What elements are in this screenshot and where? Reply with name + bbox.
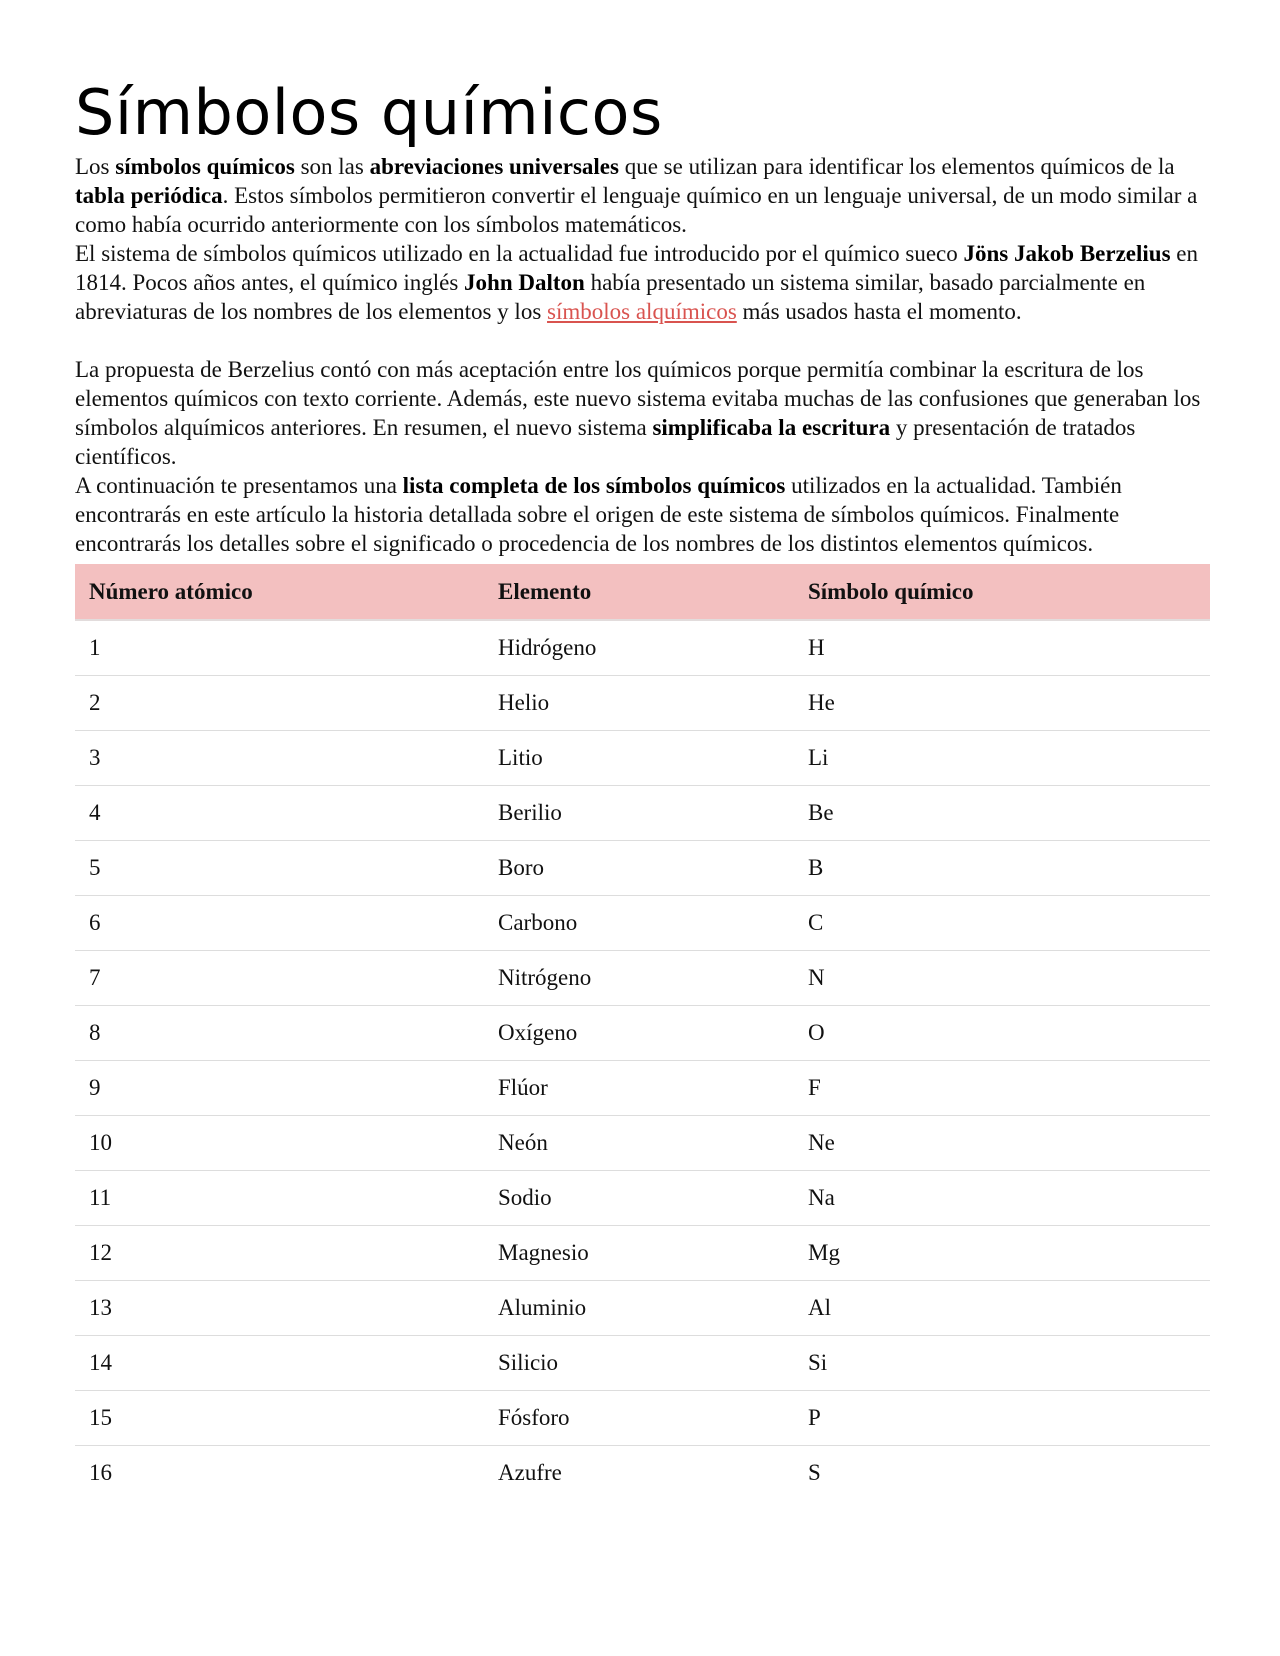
cell-element: Aluminio bbox=[484, 1281, 794, 1336]
table-row bbox=[75, 786, 1210, 841]
cell-atomic-number: 10 bbox=[75, 1116, 484, 1171]
chemical-symbols-table bbox=[75, 564, 1210, 1500]
table-row bbox=[75, 1226, 1210, 1281]
cell-element: Helio bbox=[484, 676, 794, 731]
table-row bbox=[75, 731, 1210, 786]
table-row bbox=[75, 620, 1210, 676]
cell-element: Silicio bbox=[484, 1336, 794, 1391]
bold-term: lista completa de los símbolos químicos bbox=[402, 473, 786, 498]
cell-element: Fósforo bbox=[484, 1391, 794, 1446]
cell-element: Carbono bbox=[484, 896, 794, 951]
cell-atomic-number: 5 bbox=[75, 841, 484, 896]
cell-atomic-number: 3 bbox=[75, 731, 484, 786]
cell-element: Berilio bbox=[484, 786, 794, 841]
table-row bbox=[75, 951, 1210, 1006]
cell-element: Magnesio bbox=[484, 1226, 794, 1281]
cell-element: Hidrógeno bbox=[484, 620, 794, 676]
intro-paragraph: Los símbolos químicos son las abreviaciones universales que se utilizan para identificar los elementos químicos de la tabla periódica. Estos símbolos permitieron convertir el lenguaje químico en un lenguaje universal, de un modo similar a como había ocurrido anteriormente con los símbolos matemáticos. bbox=[75, 154, 1198, 237]
table-row bbox=[75, 1336, 1210, 1391]
cell-symbol: B bbox=[794, 841, 1210, 896]
alchemical-symbols-link[interactable]: símbolos alquímicos bbox=[547, 299, 737, 324]
table-row bbox=[75, 841, 1210, 896]
table-row bbox=[75, 676, 1210, 731]
cell-atomic-number: 1 bbox=[75, 620, 484, 676]
page-title: Símbolos químicos bbox=[75, 76, 663, 149]
cell-atomic-number: 7 bbox=[75, 951, 484, 1006]
cell-symbol: S bbox=[808, 1460, 821, 1485]
bold-term: símbolos químicos bbox=[115, 154, 295, 179]
table-header-row bbox=[75, 564, 1210, 620]
table-row bbox=[75, 1171, 1210, 1226]
cell-symbol: Si bbox=[794, 1336, 1210, 1391]
table-row bbox=[75, 1281, 1210, 1336]
cell-atomic-number: 16 bbox=[89, 1460, 112, 1485]
table-row bbox=[75, 1061, 1210, 1116]
cell-atomic-number: 13 bbox=[75, 1281, 484, 1336]
header-symbol: Símbolo químico bbox=[794, 564, 1210, 620]
cell-atomic-number: 6 bbox=[75, 896, 484, 951]
cell-element: Nitrógeno bbox=[484, 951, 794, 1006]
cell-symbol: F bbox=[794, 1061, 1210, 1116]
cell-symbol: N bbox=[794, 951, 1210, 1006]
cell-atomic-number: 15 bbox=[75, 1391, 484, 1446]
cell-element: Sodio bbox=[484, 1171, 794, 1226]
cell-element: Boro bbox=[484, 841, 794, 896]
document-page bbox=[75, 70, 1210, 1500]
cell-symbol: Ne bbox=[794, 1116, 1210, 1171]
bold-term: John Dalton bbox=[464, 270, 585, 295]
cell-atomic-number: 11 bbox=[75, 1171, 484, 1226]
table-row bbox=[75, 1446, 1210, 1501]
proposal-paragraph: La propuesta de Berzelius contó con más aceptación entre los químicos porque permitía combinar la escritura de los elementos químicos con texto corriente. Además, este nuevo sistema evitaba muchas de las confusiones que generaban los símbolos alquímicos anteriores. En resumen, el nuevo sistema simplificaba la escritura y presentación de tratados científicos. bbox=[75, 357, 1201, 469]
cell-atomic-number: 8 bbox=[75, 1006, 484, 1061]
cell-atomic-number: 12 bbox=[75, 1226, 484, 1281]
cell-symbol: H bbox=[794, 620, 1210, 676]
bold-term: simplificaba la escritura bbox=[652, 415, 891, 440]
bold-term: Jöns Jakob Berzelius bbox=[963, 241, 1171, 266]
cell-symbol: Na bbox=[794, 1171, 1210, 1226]
article-body bbox=[75, 152, 1210, 558]
cell-symbol: He bbox=[794, 676, 1210, 731]
table-row bbox=[75, 1116, 1210, 1171]
cell-element: Azufre bbox=[498, 1460, 562, 1485]
list-intro-paragraph: A continuación te presentamos una lista completa de los símbolos químicos utilizados en la actualidad. También encontrarás en este artículo la historia detallada sobre el origen de este sistema de símbolos químicos. Finalmente encontrarás los detalles sobre el significado o procedencia de los nombres de los distintos elementos químicos. bbox=[75, 473, 1122, 556]
cell-atomic-number: 4 bbox=[75, 786, 484, 841]
cell-symbol: Li bbox=[794, 731, 1210, 786]
bold-term: abreviaciones universales bbox=[369, 154, 619, 179]
cell-atomic-number: 14 bbox=[75, 1336, 484, 1391]
cell-symbol: Mg bbox=[794, 1226, 1210, 1281]
cell-element: Oxígeno bbox=[484, 1006, 794, 1061]
paragraph-gap bbox=[75, 326, 1210, 355]
cell-element: Neón bbox=[484, 1116, 794, 1171]
cell-symbol: O bbox=[794, 1006, 1210, 1061]
cell-symbol: P bbox=[794, 1391, 1210, 1446]
cell-element: Litio bbox=[484, 731, 794, 786]
header-element: Elemento bbox=[484, 564, 794, 620]
table-row bbox=[75, 1006, 1210, 1061]
cell-element: Flúor bbox=[484, 1061, 794, 1116]
table-row bbox=[75, 1391, 1210, 1446]
header-atomic-number: Número atómico bbox=[75, 564, 484, 620]
bold-term: tabla periódica bbox=[75, 183, 223, 208]
cell-atomic-number: 2 bbox=[75, 676, 484, 731]
cell-symbol: Be bbox=[794, 786, 1210, 841]
cell-atomic-number: 9 bbox=[75, 1061, 484, 1116]
table-row bbox=[75, 896, 1210, 951]
cell-symbol: C bbox=[794, 896, 1210, 951]
history-paragraph: El sistema de símbolos químicos utilizado en la actualidad fue introducido por el químico sueco Jöns Jakob Berzelius en 1814. Pocos años antes, el químico inglés John Dalton había presentado un sistema similar, basado parcialmente en abreviaturas de los nombres de los elementos y los símbolos alquímicos más usados hasta el momento. bbox=[75, 241, 1198, 324]
cell-symbol: Al bbox=[794, 1281, 1210, 1336]
